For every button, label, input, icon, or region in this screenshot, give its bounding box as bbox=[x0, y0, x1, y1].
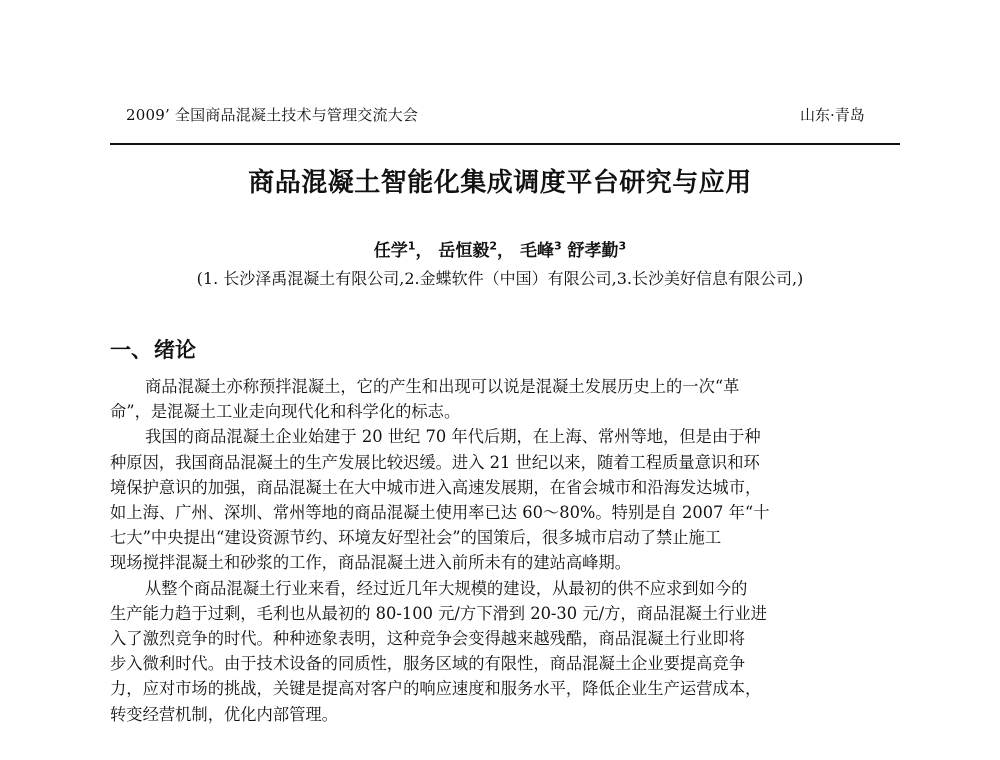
body-line: 我国的商品混凝土企业始建于 20 世纪 70 年代后期，在上海、常州等地，但是由于种 bbox=[145, 427, 761, 447]
author-list bbox=[0, 236, 1000, 261]
body-line: 境保护意识的加强，商品混凝土在大中城市进入高速发展期，在省会城市和沿海发达城市， bbox=[110, 477, 762, 497]
header-rule bbox=[110, 143, 900, 145]
body-line: 种原因，我国商品混凝土的生产发展比较迟缓。进入 21 世纪以来，随着工程质量意识和环 bbox=[110, 452, 760, 472]
author-separator: ， bbox=[497, 241, 515, 261]
body-line: 转变经营机制，优化内部管理。 bbox=[110, 704, 338, 724]
author-affiliation-mark: 3 bbox=[618, 239, 627, 253]
body-line: 生产能力趋于过剩，毛利也从最初的 80-100 元/方下滑到 20-30 元/方，商品混凝土行业进 bbox=[110, 603, 767, 623]
body-line: 步入微利时代。由于技术设备的同质性，服务区域的有限性，商品混凝土企业要提高竞争 bbox=[110, 654, 745, 674]
body-line: 命”，是混凝土工业走向现代化和科学化的标志。 bbox=[110, 402, 461, 422]
author-name: 舒孝勤 bbox=[567, 241, 619, 261]
author-affiliation-mark: 2 bbox=[489, 239, 498, 253]
body-line: 商品混凝土亦称预拌混凝土，它的产生和出现可以说是混凝土发展历史上的一次“革 bbox=[145, 377, 740, 396]
author-affiliation-mark: 3 bbox=[553, 239, 562, 253]
conference-location: 山东·青岛 bbox=[800, 106, 865, 124]
body-text bbox=[110, 374, 900, 727]
body-line: 力，应对市场的挑战，关键是提高对客户的响应速度和服务水平，降低企业生产运营成本， bbox=[110, 679, 762, 699]
paper-title: 商品混凝土智能化集成调度平台研究与应用 bbox=[248, 168, 752, 198]
body-line: 入了激烈竞争的时代。种种迹象表明，这种竞争会变得越来越残酷，商品混凝土行业即将 bbox=[110, 629, 745, 649]
affiliations: (1. 长沙泽禹混凝土有限公司,2.金蝶软件（中国）有限公司,3.长沙美好信息有限公司,) bbox=[196, 269, 804, 288]
section-heading bbox=[110, 334, 196, 364]
author-name: 毛峰 bbox=[519, 241, 554, 261]
body-line: 现场搅拌混凝土和砂浆的工作，商品混凝土进入前所未有的建站高峰期。 bbox=[110, 553, 632, 573]
author-name: 岳恒毅 bbox=[438, 241, 490, 261]
body-line: 七大”中央提出“建设资源节约、环境友好型社会”的国策后，很多城市启动了禁止施工 bbox=[110, 528, 722, 548]
author-affiliation-mark: 1 bbox=[407, 239, 416, 253]
section-title: 绪论 bbox=[154, 338, 196, 362]
author-name: 任学 bbox=[373, 241, 408, 261]
section-number: 一、 bbox=[110, 338, 152, 362]
body-line: 从整个商品混凝土行业来看，经过近几年大规模的建设，从最初的供不应求到如今的 bbox=[145, 578, 748, 598]
conference-header: 2009’ 全国商品混凝土技术与管理交流大会 bbox=[126, 106, 419, 124]
author-separator: ， bbox=[415, 241, 433, 261]
body-line: 如上海、广州、深圳、常州等地的商品混凝土使用率已达 60～80%。特别是自 2007 年“十 bbox=[110, 503, 770, 523]
